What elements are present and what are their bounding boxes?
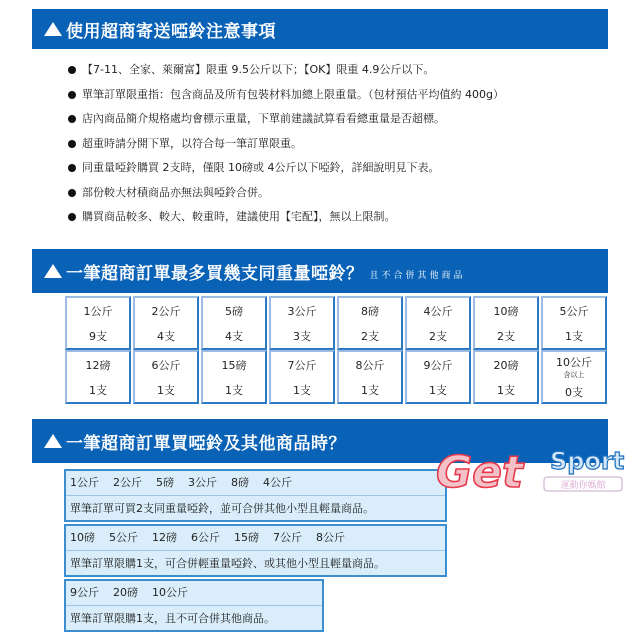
list-item: 部份較大材積商品亦無法與啞鈴合併。 xyxy=(68,183,608,208)
table-cell: 7公斤 1支 xyxy=(269,350,335,404)
bullet-icon xyxy=(68,115,76,123)
weight-list: 9公斤 20磅 10公斤 xyxy=(66,581,322,606)
rule-text: 單筆訂單限購1支，且不可合併其他商品。 xyxy=(70,612,275,625)
section-header-notes xyxy=(32,9,608,49)
bullet-icon xyxy=(68,140,76,148)
section-title: 使用超商寄送啞鈴注意事項 xyxy=(66,21,276,42)
table-cell: 1公斤 9支 xyxy=(65,296,131,350)
triangle-icon xyxy=(44,264,62,278)
section-header-max-qty xyxy=(32,249,608,293)
list-item: 【7-11、全家、萊爾富】限重 9.5公斤以下；【OK】限重 4.9公斤以下。 xyxy=(68,60,608,85)
table-cell: 8公斤 1支 xyxy=(337,350,403,404)
section-title: 一筆超商訂單買啞鈴及其他商品時？ xyxy=(66,433,346,454)
table-cell: 9公斤 1支 xyxy=(405,350,471,404)
weight-list: 1公斤 2公斤 5磅 3公斤 8磅 4公斤 xyxy=(66,471,445,496)
section-subtitle: 且不合併其他商品 xyxy=(369,270,466,281)
table-cell: 5磅 4支 xyxy=(201,296,267,350)
table-cell: 8磅 2支 xyxy=(337,296,403,350)
list-item: 超重時請分開下單，以符合每一筆訂單限重。 xyxy=(68,134,608,159)
bullet-icon xyxy=(68,66,76,74)
bullet-icon xyxy=(68,189,76,197)
rule-box xyxy=(64,469,447,522)
table-cell: 4公斤 2支 xyxy=(405,296,471,350)
bullet-icon xyxy=(68,213,76,221)
qty-table-row-1 xyxy=(64,296,608,350)
rule-text: 單筆訂單限購1支，可合併輕重量啞鈴、或其他小型且輕量商品。 xyxy=(70,557,385,570)
notes-list xyxy=(68,60,608,232)
list-item: 單筆訂單限重指：包含商品及所有包裝材料加總上限重量。（包材預估平均值約 400g） xyxy=(68,85,608,110)
logo-tagline-text: 運動你媽館 xyxy=(560,481,606,491)
bullet-icon xyxy=(68,164,76,172)
logo-sport-text: Sport xyxy=(550,447,625,475)
triangle-icon xyxy=(44,22,62,36)
getsport-logo xyxy=(432,443,632,503)
list-item: 同重量啞鈴購買 2支時，僅限 10磅或 4公斤以下啞鈴，詳細說明見下表。 xyxy=(68,158,608,183)
table-cell: 5公斤 1支 xyxy=(541,296,607,350)
logo-get-text: Get xyxy=(436,447,523,498)
rule-box xyxy=(64,579,324,632)
rule-box xyxy=(64,524,447,577)
section-title: 一筆超商訂單最多買幾支同重量啞鈴？ xyxy=(66,263,364,284)
list-item: 購買商品較多、較大、較重時，建議使用【宅配】，無以上限制。 xyxy=(68,207,608,232)
table-cell: 2公斤 4支 xyxy=(133,296,199,350)
table-cell: 10磅 2支 xyxy=(473,296,539,350)
triangle-icon xyxy=(44,434,62,448)
table-cell: 12磅 1支 xyxy=(65,350,131,404)
weight-list: 10磅 5公斤 12磅 6公斤 15磅 7公斤 8公斤 xyxy=(66,526,445,551)
qty-table-row-2 xyxy=(64,350,608,404)
table-cell: 6公斤 1支 xyxy=(133,350,199,404)
table-cell: 3公斤 3支 xyxy=(269,296,335,350)
list-item: 店內商品簡介規格處均會標示重量，下單前建議試算看看總重量是否超標。 xyxy=(68,109,608,134)
table-cell: 20磅 1支 xyxy=(473,350,539,404)
table-cell: 10公斤 含以上 0支 xyxy=(541,350,607,404)
bullet-icon xyxy=(68,91,76,99)
table-cell: 15磅 1支 xyxy=(201,350,267,404)
rule-text: 單筆訂單可買2支同重量啞鈴，並可合併其他小型且輕量商品。 xyxy=(70,502,374,515)
